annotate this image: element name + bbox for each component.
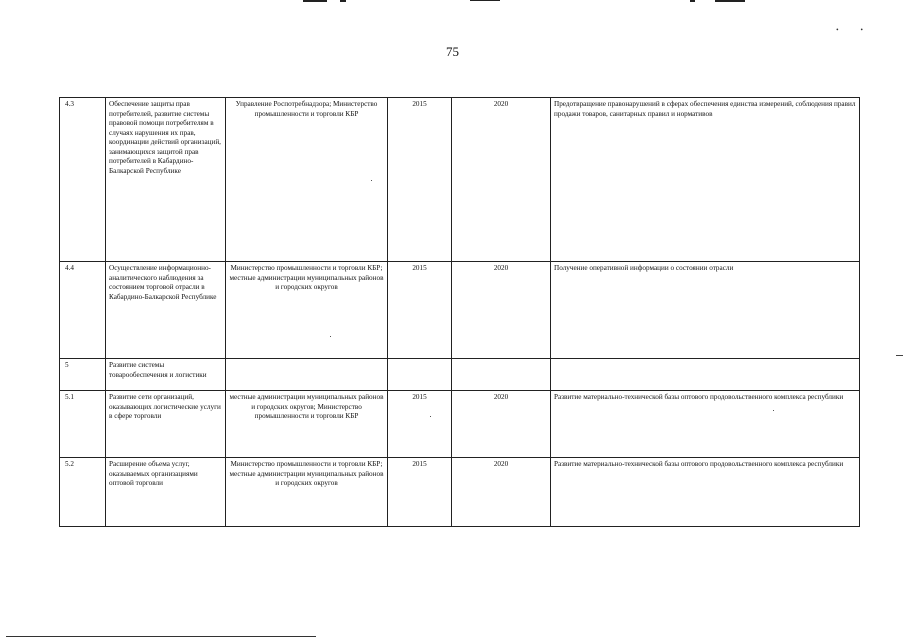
margin-tick bbox=[896, 355, 903, 356]
scan-speck bbox=[773, 410, 774, 411]
scan-speck bbox=[330, 336, 331, 337]
scan-mark bbox=[470, 0, 500, 1]
measures-table bbox=[59, 97, 860, 527]
scan-mark bbox=[690, 0, 695, 2]
footer-rule bbox=[6, 636, 316, 637]
start-year bbox=[388, 359, 452, 391]
corner-marks: •• bbox=[836, 26, 885, 34]
executor bbox=[226, 359, 388, 391]
row-number: 5.2 bbox=[60, 458, 106, 527]
start-year: 2015 bbox=[388, 458, 452, 527]
page-number: 75 bbox=[446, 44, 459, 59]
scan-speck bbox=[430, 416, 431, 417]
table-row bbox=[60, 359, 860, 391]
start-year: 2015 bbox=[388, 262, 452, 359]
expected-result: Предотвращение правонарушений в сферах обеспечения единства измерений, соблюдения правил продажи товаров, санитарных правил и нормативов bbox=[551, 98, 860, 262]
row-number: 5.1 bbox=[60, 391, 106, 458]
measure-name: Расширение объема услуг, оказываемых организациями оптовой торговли bbox=[106, 458, 226, 527]
expected-result: Развитие материально-технической базы оптового продовольственного комплекса республики bbox=[551, 391, 860, 458]
end-year: 2020 bbox=[452, 391, 551, 458]
expected-result: Получение оперативной информации о состоянии отрасли bbox=[551, 262, 860, 359]
measure-name: Развитие сети организаций, оказывающих логистические услуги в сфере торговли bbox=[106, 391, 226, 458]
executor: Министерство промышленности и торговли КБР; местные администрации муниципальных районов и городских округов bbox=[226, 262, 388, 359]
end-year: 2020 bbox=[452, 262, 551, 359]
table-row bbox=[60, 391, 860, 458]
row-number: 4.4 bbox=[60, 262, 106, 359]
row-number: 5 bbox=[60, 359, 106, 391]
expected-result: Развитие материально-технической базы оптового продовольственного комплекса республики bbox=[551, 458, 860, 527]
scan-mark bbox=[340, 0, 346, 2]
table-row bbox=[60, 458, 860, 527]
executor: местные администрации муниципальных районов и городских округов; Министерство промышленности и торговли КБР bbox=[226, 391, 388, 458]
end-year: 2020 bbox=[452, 98, 551, 262]
measure-name: Обеспечение защиты прав потребителей, развитие системы правовой помощи потребителям в случаях нарушения их прав, координации действий организаций, занимающихся защитой прав потребителей в Кабардино-Балкарской Республике bbox=[106, 98, 226, 262]
scan-mark bbox=[715, 0, 745, 2]
start-year: 2015 bbox=[388, 98, 452, 262]
measure-name: Осуществление информационно-аналитического наблюдения за состоянием торговой отрасли в Кабардино-Балкарской Республике bbox=[106, 262, 226, 359]
measure-name: Развитие системы товарообеспечения и логистики bbox=[106, 359, 226, 391]
scan-speck bbox=[371, 180, 372, 181]
end-year: 2020 bbox=[452, 458, 551, 527]
executor: Министерство промышленности и торговли КБР; местные администрации муниципальных районов и городских округов bbox=[226, 458, 388, 527]
table-row bbox=[60, 262, 860, 359]
expected-result bbox=[551, 359, 860, 391]
table-row bbox=[60, 98, 860, 262]
row-number: 4.3 bbox=[60, 98, 106, 262]
start-year: 2015 bbox=[388, 391, 452, 458]
executor: Управление Роспотребнадзора; Министерство промышленности и торговли КБР bbox=[226, 98, 388, 262]
end-year bbox=[452, 359, 551, 391]
scan-mark bbox=[303, 0, 327, 2]
